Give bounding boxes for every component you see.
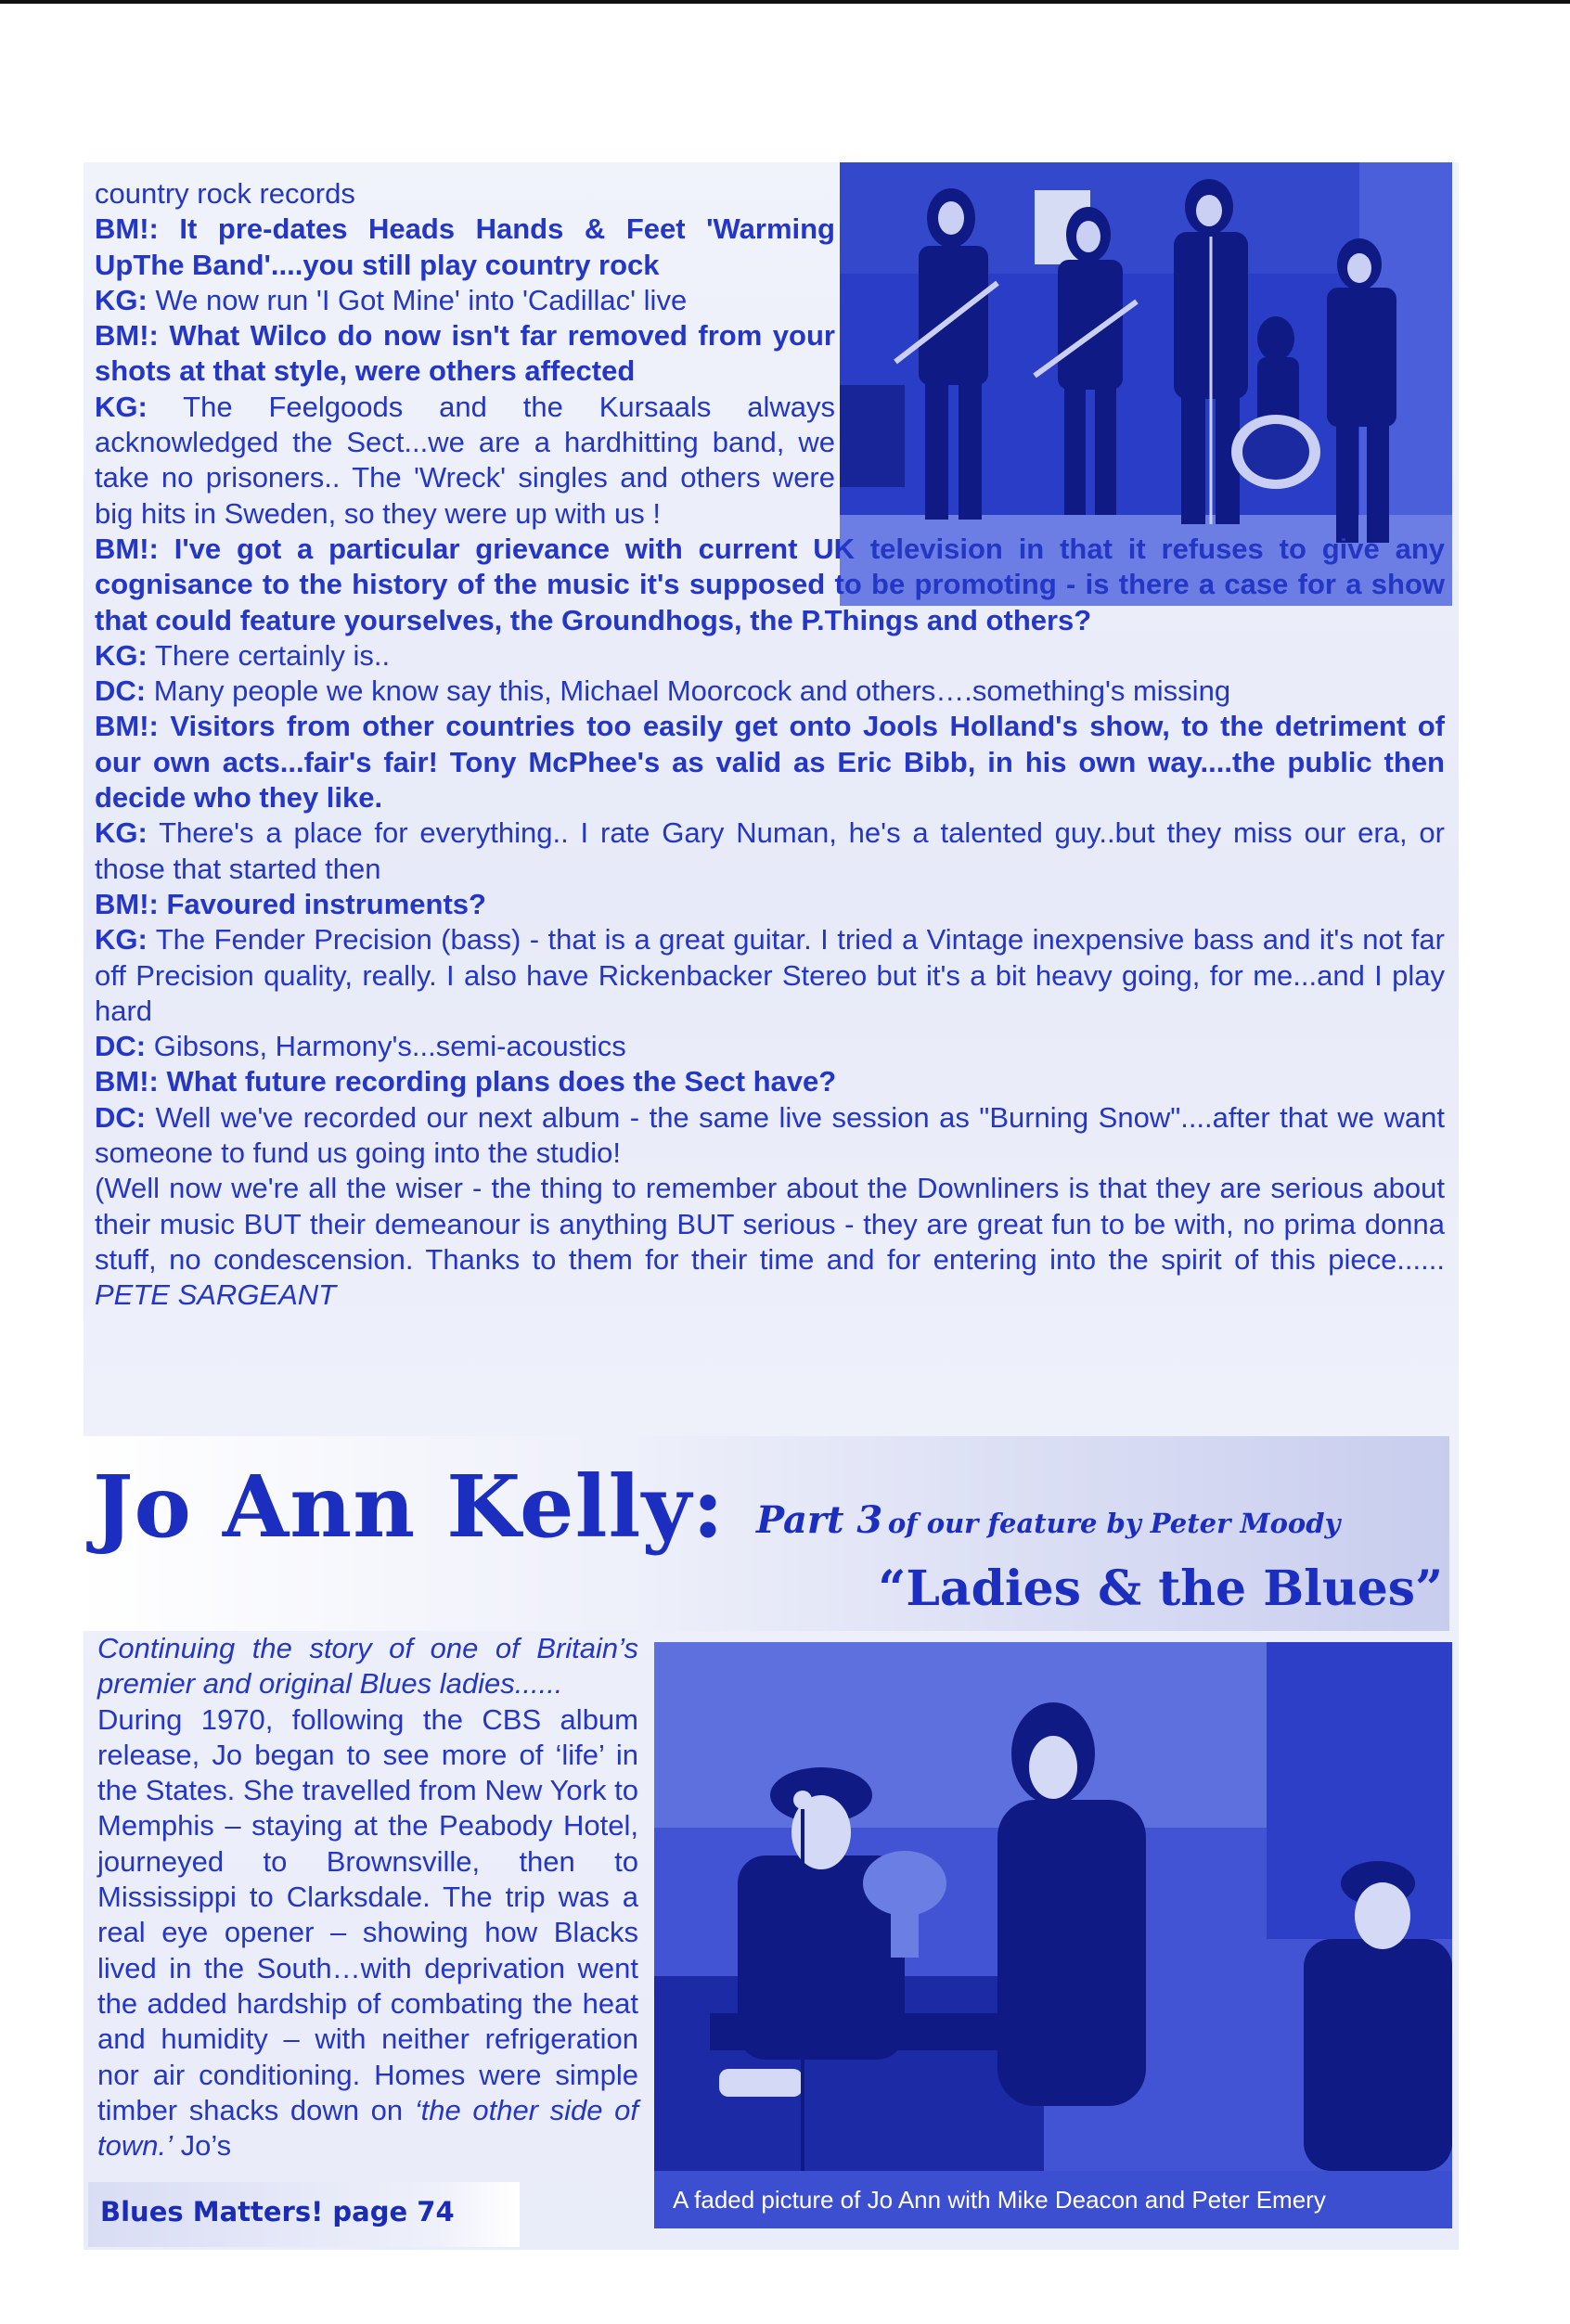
feature-subtitle: “Ladies & the Blues”	[878, 1560, 1443, 1617]
interview-question: BM!: Favoured instruments?	[95, 887, 486, 920]
jo-ann-photo	[654, 1642, 1452, 2171]
interview-question: BM!: What future recording plans does the Sect have?	[95, 1065, 837, 1098]
interview-answer: DC: Well we've recorded our next album - the same live session as "Burning Snow"....after that we want someone to fund us going into the studio!	[95, 1100, 1445, 1170]
interview-question: BM!: What Wilco do now isn't far removed from your shots at that style, were others affected	[95, 319, 835, 388]
feature-paragraph: During 1970, following the CBS album release, Jo began to see more of ‘life’ in the States. She travelled from New York to Memphis – staying at the Peabody Hotel, journeyed to Brownsville, then to Mississippi to Clarksdale. The trip was a real eye opener – showing how Blacks lived in the South…with deprivation went the added hardship of combating the heat and humidity – with neither refrigeration nor air conditioning. Homes were simple timber shacks down on ‘the other side of town.’ Jo’s	[97, 1702, 638, 2163]
interview-author: PETE SARGEANT	[95, 1278, 337, 1312]
feature-part-line	[756, 1498, 1340, 1542]
page-footer: Blues Matters! page 74	[100, 2196, 455, 2228]
feature-title: Jo Ann Kelly:	[93, 1457, 725, 1557]
feature-body	[97, 1631, 638, 2164]
interview-closing: (Well now we're all the wiser - the thing to remember about the Downliners is that they are serious about their music BUT their demeanour is anything BUT serious - they are great fun to be with, no prima donna stuff, no condescension. Thanks to them for their time and for entering into the spirit of this piece...... PETE SARGEANT	[95, 1172, 1445, 1312]
interview-answer: DC: Many people we know say this, Michael Moorcock and others….something's missing	[95, 674, 1231, 708]
interview-answer: KG: The Fender Precision (bass) - that is a great guitar. I tried a Vintage inexpensive bass and it's not far off Precision quality, really. I also have Rickenbacker Stereo but it's a bit heavy going, for me...and I play hard	[95, 923, 1445, 1027]
feature-part-number: Part 3	[756, 1498, 883, 1542]
interview-question: BM!: Visitors from other countries too easily get onto Jools Holland's show, to the detriment of our own acts...fair's fair! Tony McPhee's as valid as Eric Bibb, in his own way....the public then decide who they like.	[95, 710, 1445, 815]
interview-answer: KG: There certainly is..	[95, 638, 391, 672]
photo-caption: A faded picture of Jo Ann with Mike Deacon and Peter Emery	[654, 2171, 1452, 2228]
interview-answer: KG: We now run 'I Got Mine' into 'Cadillac' live	[95, 283, 688, 316]
interview-line: country rock records	[95, 177, 355, 210]
interview-answer: KG: The Feelgoods and the Kursaals always acknowledged the Sect...we are a hardhitting band, we take no prisoners.. The 'Wreck' singles and others were big hits in Sweden, so they were up with us !	[95, 390, 835, 530]
interview-text	[95, 176, 1445, 1314]
page-top-border	[0, 0, 1570, 4]
feature-byline: of our feature by Peter Moody	[887, 1508, 1341, 1539]
interview-question: BM!: I've got a particular grievance with current UK television in that it refuses to give any cognisance to the history of the music it's supposed to be promoting - is there a case for a show that could feature yourselves, the Groundhogs, the P.Things and others?	[95, 532, 1445, 636]
interview-answer: DC: Gibsons, Harmony's...semi-acoustics	[95, 1030, 626, 1063]
feature-lead: Continuing the story of one of Britain’s premier and original Blues ladies......	[97, 1632, 638, 1701]
interview-question: BM!: It pre-dates Heads Hands & Feet 'Warming UpThe Band'....you still play country rock	[95, 212, 835, 281]
interview-answer: KG: There's a place for everything.. I rate Gary Numan, he's a talented guy..but they miss our era, or those that started then	[95, 816, 1445, 885]
